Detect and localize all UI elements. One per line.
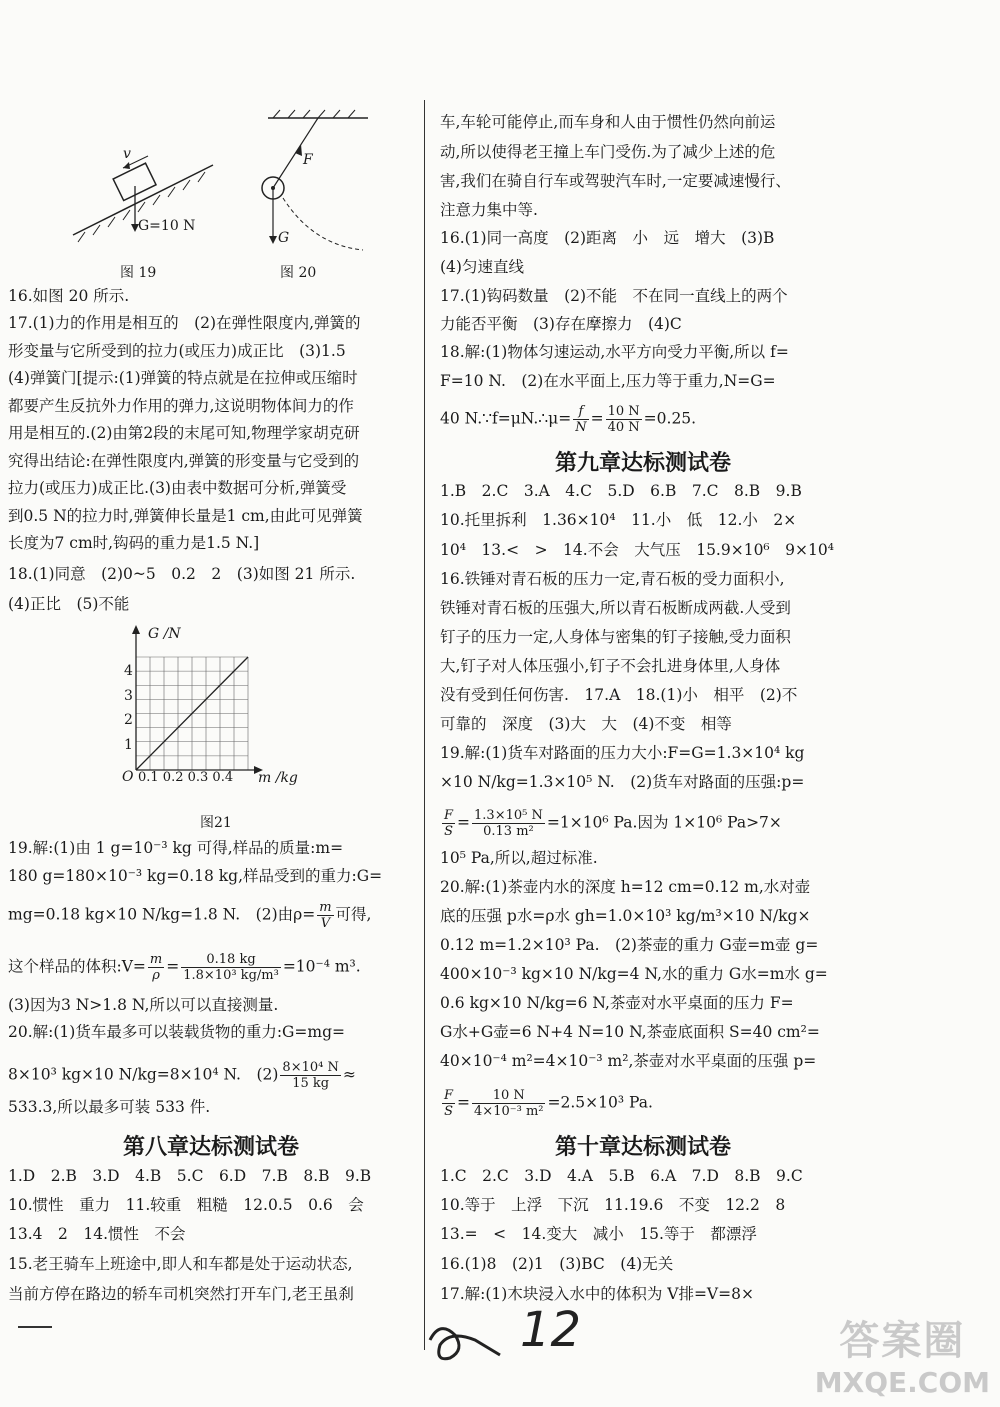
watermark-cn: 答案圈 — [839, 1318, 966, 1364]
column-divider — [424, 100, 425, 1350]
handwritten-page-number: 12 — [520, 1302, 582, 1358]
answer-line: 钉子的压力一定,人身体与密集的钉子接触,受力面积 — [440, 628, 791, 646]
fraction: $\frac{\text{1.3×10⁵ N}}{\text{0.13 m²}}$ — [474, 808, 543, 839]
answer-line: 10.等于 上浮 下沉 11.19.6 不变 12.2 8 — [440, 1196, 786, 1214]
answer-text: =2.5×10³ Pa. — [547, 1093, 653, 1112]
answer-line: 15.老王骑车上班途中,即人和车都是处于运动状态, — [8, 1255, 353, 1273]
fraction: $\frac{10 N}{40 N}$ — [607, 404, 640, 435]
answer-line: (4)正比 (5)不能 — [8, 595, 130, 613]
fig20-f-label: F — [303, 152, 313, 168]
answer-line: 当前方停在路边的轿车司机突然打开车门,老王虽刹 — [8, 1285, 354, 1303]
answer-line: 可靠的 深度 (3)大 大 (4)不变 相等 — [440, 715, 732, 733]
answer-line: 长度为7 cm时,钩码的重力是1.5 N.] — [8, 534, 260, 552]
answer-line: 力能否平衡 (3)存在摩擦力 (4)C — [440, 315, 682, 333]
fig21-ytick: 3 — [124, 688, 133, 704]
answer-line: 19.解:(1)由 1 g=10⁻³ kg 可得,样品的质量:m= — [8, 839, 344, 857]
answer-line: 0.6 kg×10 N/kg=6 N,茶壶对水平桌面的压力 F= — [440, 994, 794, 1012]
answer-line: 注意力集中等. — [440, 201, 538, 219]
section-heading-ch8: 第八章达标测试卷 — [123, 1135, 300, 1160]
watermark — [815, 1309, 990, 1399]
fig19-g-label: G=10 N — [138, 218, 196, 234]
answer-line: (4)匀速直线 — [440, 258, 524, 276]
answer-line: 用是相互的.(2)由第2段的末尾可知,物理学家胡克研 — [8, 424, 360, 442]
figure-20-pendulum — [243, 100, 383, 270]
answer-line: 18.(1)同意 (2)0~5 0.2 2 (3)如图 21 所示. — [8, 565, 356, 583]
answer-line: 到0.5 N的拉力时,弹簧伸长量是1 cm,由此可见弹簧 — [8, 507, 363, 525]
answer-text: 40 N.∵f=μN.∴μ= — [440, 409, 572, 428]
answer-line: (3)因为3 N>1.8 N,所以可以直接测量. — [8, 996, 279, 1014]
answer-line: 13.= < 14.变大 减小 15.等于 都漂浮 — [440, 1225, 757, 1243]
answer-line: 都要产生反抗外力作用的弹力,这说明物体间力的作 — [8, 397, 354, 415]
fig21-ytick: 4 — [124, 663, 133, 679]
fraction: $\frac{m}{V}$ — [319, 900, 332, 931]
fraction: $\frac{\text{8×10⁴ N}}{15 kg}$ — [282, 1060, 339, 1091]
fig21-origin: O — [122, 769, 134, 785]
answer-text: 8×10³ kg×10 N/kg=8×10⁴ N. (2) — [8, 1065, 279, 1084]
fig21-xticks: 0.1 0.2 0.3 0.4 — [138, 770, 234, 785]
answer-line: 1.D 2.B 3.D 4.B 5.C 6.D 7.B 8.B 9.B — [8, 1167, 372, 1185]
answer-line: 16.如图 20 所示. — [8, 287, 130, 305]
fraction: $\frac{F}{S}$ — [444, 808, 454, 839]
fig20-g-label: G — [278, 230, 290, 246]
answer-line: 10⁴ 13.< > 14.不会 大气压 15.9×10⁶ 9×10⁴ — [440, 541, 834, 559]
answer-text: =0.25. — [643, 409, 697, 428]
answer-line — [440, 808, 782, 839]
answer-line: 10.惯性 重力 11.较重 粗糙 12.0.5 0.6 会 — [8, 1196, 364, 1214]
answer-text: =1×10⁶ Pa.因为 1×10⁶ Pa>7× — [546, 813, 782, 832]
answer-line: 20.解:(1)茶壶内水的深度 h=12 cm=0.12 m,水对壶 — [440, 878, 811, 896]
fig21-caption: 图21 — [200, 815, 232, 831]
answer-line: 大,钉子对人体压强小,钉子不会扎进身体里,人身体 — [440, 657, 781, 675]
answer-line: 13.4 2 14.惯性 不会 — [8, 1225, 186, 1243]
fig21-ylabel: G /N — [148, 626, 181, 642]
answer-text: mg=0.18 kg×10 N/kg=1.8 N. (2)由ρ= — [8, 905, 316, 924]
fraction: $\frac{f}{N}$ — [575, 404, 587, 435]
section-heading-ch10: 第十章达标测试卷 — [555, 1135, 732, 1160]
fig21-xlabel: m /kg — [258, 770, 298, 786]
answer-line: 533.3,所以最多可装 533 件. — [8, 1098, 211, 1116]
answer-text: = — [457, 813, 471, 832]
answer-line: 16.铁锤对青石板的压力一定,青石板的受力面积小, — [440, 570, 785, 588]
answer-line: G水+G壶=6 N+4 N=10 N,茶壶底面积 S=40 cm²= — [440, 1023, 820, 1041]
answer-line: 19.解:(1)货车对路面的压力大小:F=G=1.3×10⁴ kg — [440, 744, 805, 762]
answer-line — [8, 1060, 356, 1091]
answer-text: = — [457, 1093, 471, 1112]
fraction: $\frac{m}{\rho}$ — [149, 952, 163, 983]
answer-line: 1.B 2.C 3.A 4.C 5.D 6.B 7.C 8.B 9.B — [440, 482, 802, 500]
answer-text: = — [590, 409, 604, 428]
answer-line: 形变量与它所受到的拉力(或压力)成正比 (3)1.5 — [8, 342, 346, 360]
answer-line — [440, 404, 696, 435]
fig19-v-label: v — [123, 146, 131, 162]
answer-line: 没有受到任何伤害. 17.A 18.(1)小 相平 (2)不 — [440, 686, 798, 704]
answer-line: 动,所以使得老王撞上车门受伤.为了减少上述的危 — [440, 143, 776, 161]
answer-line: 400×10⁻³ kg×10 N/kg=4 N,水的重力 G水=m水 g= — [440, 965, 828, 983]
answer-text: 这个样品的体积:V= — [8, 957, 146, 976]
answer-line: 16.(1)8 (2)1 (3)BC (4)无关 — [440, 1255, 674, 1273]
answer-line — [440, 1088, 653, 1119]
answer-text: ≈ — [342, 1065, 356, 1084]
fraction: $\frac{0.18 kg}{\text{1.8×10³ kg/m³}}$ — [183, 952, 279, 983]
answer-line: 17.解:(1)木块浸入水中的体积为 V排=V=8× — [440, 1285, 754, 1303]
answer-line: 铁锤对青石板的压强大,所以青石板断成两截.人受到 — [440, 599, 791, 617]
watermark-url: MXQE.COM — [814, 1366, 990, 1399]
answer-text: =10⁻⁴ m³. — [282, 957, 361, 976]
answer-line: 1.C 2.C 3.D 4.A 5.B 6.A 7.D 8.B 9.C — [440, 1167, 803, 1185]
answer-line: 10.托里拆利 1.36×10⁴ 11.小 低 12.小 2× — [440, 511, 797, 529]
answer-line: (4)弹簧门[提示:(1)弹簧的特点就是在拉伸或压缩时 — [8, 369, 358, 387]
answer-line: 车,车轮可能停止,而车身和人由于惯性仍然向前运 — [440, 113, 776, 131]
answer-line: 究得出结论:在弹性限度内,弹簧的形变量与它受到的 — [8, 452, 360, 470]
answer-line: ×10 N/kg=1.3×10⁵ N. (2)货车对路面的压强:p= — [440, 773, 805, 791]
fraction: $\frac{10 N}{\text{4×10⁻³ m²}}$ — [474, 1088, 544, 1119]
answer-line — [8, 900, 371, 931]
answer-line — [8, 952, 361, 983]
answer-line: F=10 N. (2)在水平面上,压力等于重力,N=G= — [440, 372, 776, 390]
page-dash — [18, 1326, 52, 1328]
answer-text: 可得, — [335, 905, 372, 924]
answer-text: = — [166, 957, 180, 976]
answer-line: 害,我们在骑自行车或驾驶汽车时,一定要减速慢行、 — [440, 172, 791, 190]
answer-line: 17.(1)力的作用是相互的 (2)在弹性限度内,弹簧的 — [8, 314, 361, 332]
figure-21-chart — [108, 625, 308, 790]
answer-line: 180 g=180×10⁻³ kg=0.18 kg,样品受到的重力:G= — [8, 867, 383, 885]
answer-line: 18.解:(1)物体匀速运动,水平方向受力平衡,所以 f= — [440, 343, 789, 361]
answer-line: 16.(1)同一高度 (2)距离 小 远 增大 (3)B — [440, 229, 775, 247]
answer-line: 拉力(或压力)成正比.(3)由表中数据可分析,弹簧受 — [8, 479, 347, 497]
answer-line: 0.12 m=1.2×10³ Pa. (2)茶壶的重力 G壶=m壶 g= — [440, 936, 819, 954]
answer-line: 17.(1)钩码数量 (2)不能 不在同一直线上的两个 — [440, 287, 788, 305]
answer-line: 10⁵ Pa,所以,超过标准. — [440, 849, 598, 867]
fraction: $\frac{F}{S}$ — [444, 1088, 454, 1119]
fig20-caption: 图 20 — [280, 265, 317, 281]
answer-line: 40×10⁻⁴ m²=4×10⁻³ m²,茶壶对水平桌面的压强 p= — [440, 1052, 817, 1070]
answer-line: 20.解:(1)货车最多可以装载货物的重力:G=mg= — [8, 1023, 346, 1041]
fig19-caption: 图 19 — [120, 265, 157, 281]
fig21-ytick: 2 — [124, 712, 133, 728]
fig21-ytick: 1 — [124, 737, 133, 753]
section-heading-ch9: 第九章达标测试卷 — [555, 451, 732, 476]
answer-line: 底的压强 p水=ρ水 gh=1.0×10³ kg/m³×10 N/kg× — [440, 907, 811, 925]
